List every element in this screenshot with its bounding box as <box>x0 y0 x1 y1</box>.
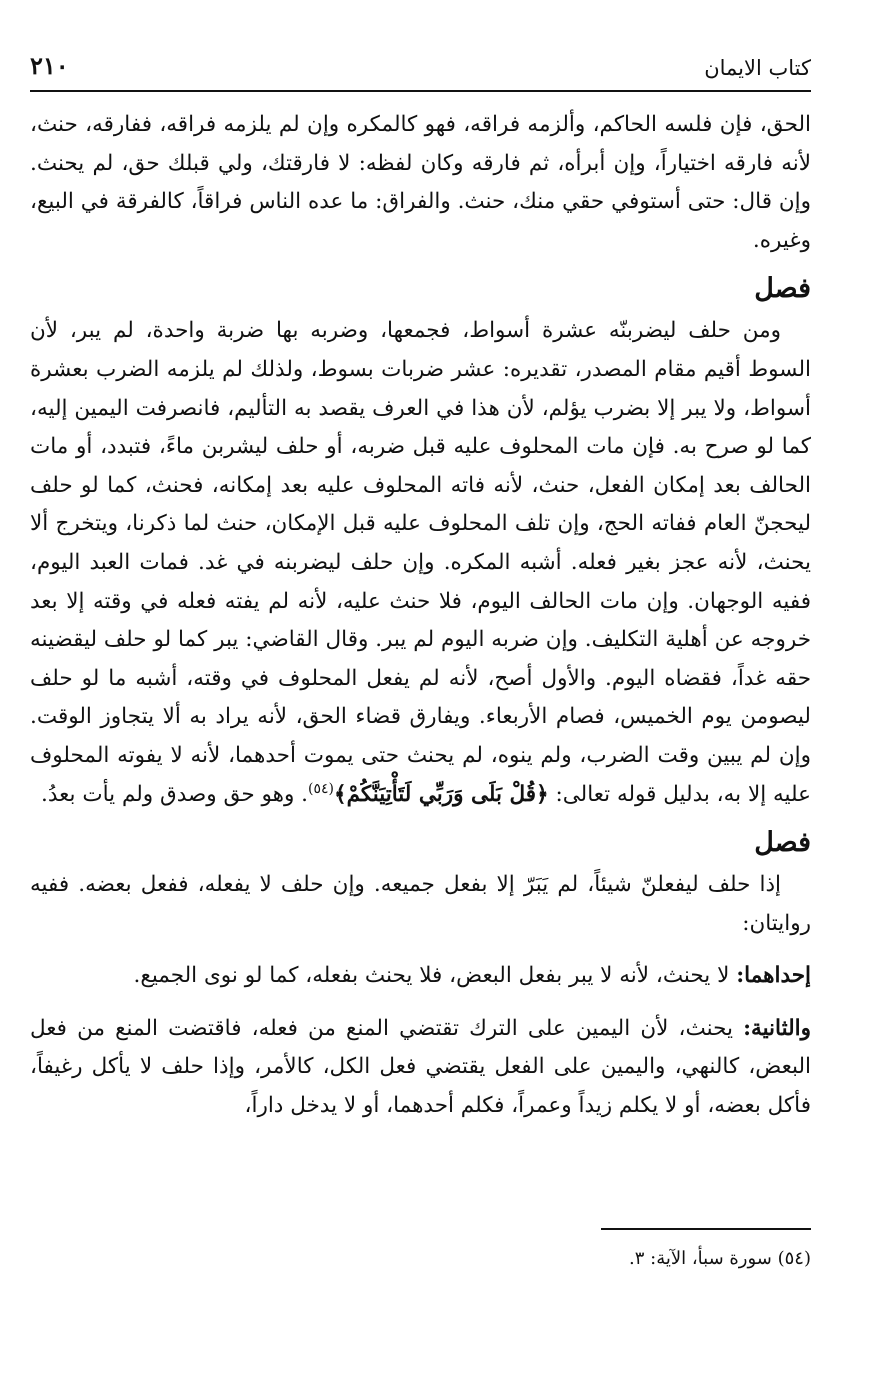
paragraph-5-text: يحنث، لأن اليمين على الترك تقتضي المنع من فعله، فاقتضت المنع من فعل البعض، كالنهي، واليمين على الفعل يقتضي فعل الكل، كالأمر، وإذا حلف لا يأكل رغيفاً، فأكل بعضه، أو لا يكلم زيداً وعمراً، فكلم أحدهما، أو لا يدخل داراً، <box>30 1015 811 1119</box>
paragraph-4 <box>30 957 811 996</box>
paragraph-2-text: ومن حلف ليضربنّه عشرة أسواط، فجمعها، وضربه بها ضربة واحدة، لم يبر، لأن السوط أقيم مقام المصدر، تقديره: عشر ضربات بسوط، ولذلك لم يلزمه الضرب بعشرة أسواط، ولا يبر إلا بضرب يؤلم، لأن هذا في العرف يقصد به التأليم، فانصرفت اليمين إليه، كما لو صرح به. فإن مات المحلوف عليه قبل ضربه، أو حلف ليشربن ماءً، فتبدد، أو مات الحالف بعد إمكان الفعل، حنث، لأنه فاته المحلوف عليه بعد إمكانه، فحنث، كما لو حلف ليحجنّ العام ففاته الحج، وإن تلف المحلوف عليه قبل الإمكان، حنث لما ذكرنا، ويتخرج ألا يحنث، لأنه عجز بغير فعله. أشبه المكره. وإن حلف ليضربنه في غد. فمات العبد اليوم، ففيه الوجهان. وإن مات الحالف اليوم، فلا حنث عليه، لأنه لم يفته فعله في وقته إلا بعد خروجه عن أهلية التكليف. وإن ضربه اليوم لم يبر. وقال القاضي: يبر كما لو حلف ليقضينه حقه غداً، فقضاه اليوم. والأول أصح، لأنه لم يفعل المحلوف في وقته، أشبه ما لو حلف ليصومن يوم الخميس، فصام الأربعاء. ويفارق قضاء الحق، لأنه يراد به ألا يتجاوز الوقت. وإن لم يبين وقت الضرب، ولم ينوه، لم يحنث حتى يموت أحدهما، لأنه لا يفوته المحلوف عليه إلا به، بدليل قوله تعالى: <box>30 318 811 807</box>
paragraph-3: إذا حلف ليفعلنّ شيئاً، لم يَبَرّ إلا بفعل جميعه. وإن حلف لا يفعله، ففعل بعضه. ففيه روايتان: <box>30 872 811 936</box>
paragraph-4-lead: إحداهما: <box>736 963 811 989</box>
book-title: كتاب الايمان <box>704 56 811 80</box>
paragraph-4-text: لا يحنث، لأنه لا يبر بفعل البعض، فلا يحنث بفعله، كما لو نوى الجميع. <box>133 963 730 989</box>
paragraph-1: الحق، فإن فلسه الحاكم، وألزمه فراقه، فهو كالمكره وإن لم يلزمه فراقه، ففارقه، حنث، لأنه فارقه اختياراً، وإن أبرأه، ثم فارقه وكان لفظه: لا فارقتك، ولي قبلك حق، لم يحنث. وإن قال: حتى أستوفي حقي منك، حنث. والفراق: ما عده الناس فراقاً، كالفرقة في البيع، وغيره. <box>30 112 811 253</box>
running-header <box>30 40 811 80</box>
footnote-reference: (٥٤) <box>308 780 335 797</box>
footnote-rule <box>601 1228 811 1230</box>
paragraph-2-tail: . وهو حق وصدق ولم يأت بعدُ. <box>41 781 309 807</box>
spacer <box>30 943 811 957</box>
paragraph-5-lead: والثانية: <box>743 1015 811 1041</box>
spacer <box>30 996 811 1010</box>
footnote: (٥٤) سورة سبأ، الآية: ٣. <box>629 1248 811 1269</box>
paragraph-5 <box>30 1010 811 1126</box>
section-heading-1: فصل <box>754 273 811 305</box>
header-rule <box>30 90 811 92</box>
quran-verse: ﴿قُلْ بَلَى وَرَبِّي لَتَأْتِيَنَّكُمْ﴾ <box>334 781 549 807</box>
book-page <box>30 40 811 1334</box>
section-heading-2: فصل <box>754 827 811 859</box>
page-number: ٢١٠ <box>30 51 69 80</box>
paragraph-2 <box>30 312 811 814</box>
